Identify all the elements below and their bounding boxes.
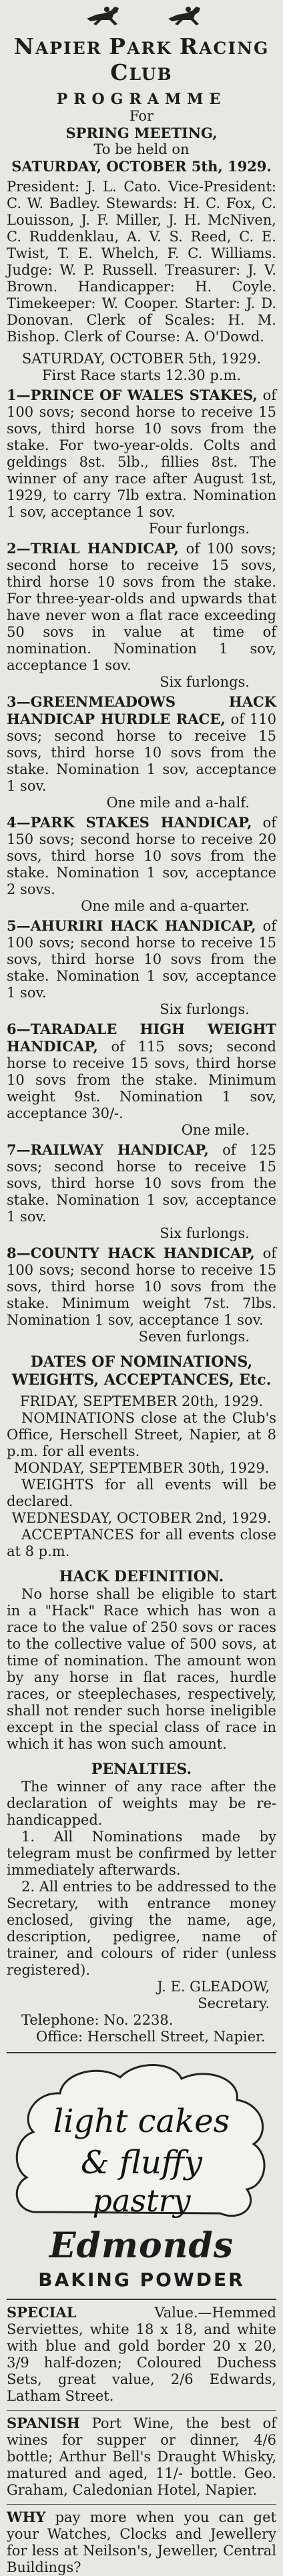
race-entry: 1—PRINCE OF WALES STAKES, of 100 sovs; second horse to receive 15 sovs, third horse 10 sovs from the stake. For two-year-olds. Colts and geldings 8st. 5lb., fillies 8st. The winner of any race after August 1st, 1929, to carry 7lb extra. Nomination 1 sov, acceptance 1 sov. Four furlongs. xyxy=(7,387,276,537)
date-detail: WEIGHTS for all events will be declared. xyxy=(7,1477,276,1509)
meeting-name: SPRING MEETING, xyxy=(65,125,218,141)
divider xyxy=(7,2052,276,2053)
racehorse-icon xyxy=(166,4,206,29)
date-line: MONDAY, SEPTEMBER 30th, 1929. xyxy=(13,1460,270,1476)
advert-product: BAKING POWDER xyxy=(38,2269,245,2291)
date-detail: NOMINATIONS close at the Club's Office, Herschell Street, Napier, at 8 p.m. for all events. xyxy=(7,1410,276,1459)
hack-heading: HACK DEFINITION. xyxy=(59,1568,224,1585)
secretary-title: Secretary. xyxy=(198,1995,270,2011)
dates-heading: DATES OF NOMINATIONS, WEIGHTS, ACCEPTANCES, Etc. xyxy=(11,1353,272,1389)
penalties-heading: PENALTIES. xyxy=(91,1761,192,1778)
race-entry: 5—AHURIRI HACK HANDICAP, of 100 sovs; second horse to receive 15 sovs, third horse 10 sovs from the stake. Nomination 1 sov, acceptance 1 sov. Six furlongs. xyxy=(7,917,276,1017)
divider xyxy=(7,2299,276,2300)
race-entry: 4—PARK STAKES HANDICAP, of 150 sovs; second horse to receive 20 sovs, third horse 10 sovs from the stake. Nomination 1 sov, acceptance 2 sovs. One mile and a-quarter. xyxy=(7,814,276,914)
divider xyxy=(7,2504,276,2505)
club-logo xyxy=(7,3,276,32)
advert-line: light cakes xyxy=(53,2103,230,2140)
racehorse-icon xyxy=(84,4,124,29)
advert-line: pastry xyxy=(92,2183,191,2219)
secretary-name: J. E. GLEADOW, xyxy=(157,1979,270,1995)
to-be-held: To be held on xyxy=(93,141,190,157)
hack-definition: No horse shall be eligible to start in a "Hack" Race which has won a race to the value of 250 sovs or races to the collective value of 500 sovs, at time of nomination. The amount won by any horse in flat races, hurdle races, or steeplechases, respectively, shall not render such horse ineligible except in the special class of race in which it has won such amount. xyxy=(7,1586,276,1752)
race-entry: 2—TRIAL HANDICAP, of 100 sovs; second horse to receive 15 sovs, third horse 10 sovs from the stake. For three-year-olds and upwards that have never won a flat race exceeding 50 sovs in value at time of nomination. Nomination 1 sov, acceptance 1 sov. Six furlongs. xyxy=(7,540,276,690)
club-title: NAPIER PARK RACING CLUB xyxy=(13,33,270,85)
divider xyxy=(7,2410,276,2411)
advert-brand: Edmonds xyxy=(49,2225,234,2266)
classified-ad: WHY pay more when you can get your Watches, Clocks and Jewellery for less at Neilson's, Jeweller, Central Buildings? xyxy=(7,2509,276,2575)
telephone: Telephone: No. 2238. xyxy=(21,2012,174,2028)
classified-ad: SPANISH Port Wine, the best of wines for supper or dinner, 4/6 bottle; Arthur Bell's Draught Whisky, matured and aged, 11/- bottle. Geo. Graham, Caledonian Hotel, Napier. xyxy=(7,2415,276,2498)
date-line: WEDNESDAY, OCTOBER 2nd, 1929. xyxy=(11,1510,272,1526)
penalties-text: The winner of any race after the declaration of weights may be re-handicapped. xyxy=(7,1779,276,1828)
race-entry: 3—GREENMEADOWS HACK HANDICAP HURDLE RACE, of 110 sovs; second horse to receive 15 sovs, third horse 10 sovs from the stake. Nomination 1 sov, acceptance 1 sov. One mile and a-half. xyxy=(7,693,276,811)
officials-list: President: J. L. Cato. Vice-President: C. W. Badley. Stewards: H. C. Fox, C. Louisson, J. F. Miller, J. H. McNiven, C. Ruddenklau, A. V. S. Reed, C. E. Twist, T. E. Whelch, F. C. Williams. Judge: W. P. Russell. Treasurer: J. V. Brown. Handicapper: H. Coyle. Timekeeper: W. Cooper. Starter: J. D. Donovan. Clerk of Scales: H. M. Bishop. Clerk of Course: A. O'Dowd. xyxy=(7,179,276,345)
race-entry: 6—TARADALE HIGH WEIGHT HANDICAP, of 115 sovs; second horse to receive 15 sovs, third horse 10 sovs from the stake. Minimum weight 9st. Nomination 1 sov, acceptance 30/-. One mile. xyxy=(7,1021,276,1138)
date-detail: ACCEPTANCES for all events close at 8 p.m. xyxy=(7,1527,276,1559)
penalty-item: 1. All Nominations made by telegram must be confirmed by letter immediately afterwards. xyxy=(7,1829,276,1878)
office-address: Office: Herschell Street, Napier. xyxy=(36,2029,266,2045)
race-entry: 8—COUNTY HACK HANDICAP, of 100 sovs; second horse to receive 15 sovs, third horse 10 sovs from the stake. Minimum weight 7st. 7lbs. Nomination 1 sov, acceptance 1 sov. Seven furlongs. xyxy=(7,1245,276,1345)
first-race-time: First Race starts 12.30 p.m. xyxy=(41,367,242,383)
edmonds-advert xyxy=(7,2059,276,2292)
penalty-item: 2. All entries to be addressed to the Secretary, with entrance money enclosed, giving the name, age, description, pedigree, name of trainer, and colours of rider (unless registered). xyxy=(7,1879,276,1978)
race-entry: 7—RAILWAY HANDICAP, of 125 sovs; second horse to receive 15 sovs, third horse 10 sovs from the stake. Nomination 1 sov, acceptance 1 sov. Six furlongs. xyxy=(7,1141,276,1241)
programme-heading: PROGRAMME xyxy=(56,91,227,108)
meeting-date: SATURDAY, OCTOBER 5th, 1929. xyxy=(11,158,272,175)
programme-for: For xyxy=(129,108,154,124)
race-day-date: SATURDAY, OCTOBER 5th, 1929. xyxy=(21,351,262,367)
classified-ad: SPECIAL Value.—Hemmed Serviettes, white 18 x 18, and white with blue and gold border 20 x 20, 3/9 half-dozen; Coloured Duchess Sets, great value, 2/6 Edwards, Latham Street. xyxy=(7,2304,276,2404)
advert-line: & fluffy xyxy=(80,2144,203,2181)
date-line: FRIDAY, SEPTEMBER 20th, 1929. xyxy=(19,1393,264,1409)
